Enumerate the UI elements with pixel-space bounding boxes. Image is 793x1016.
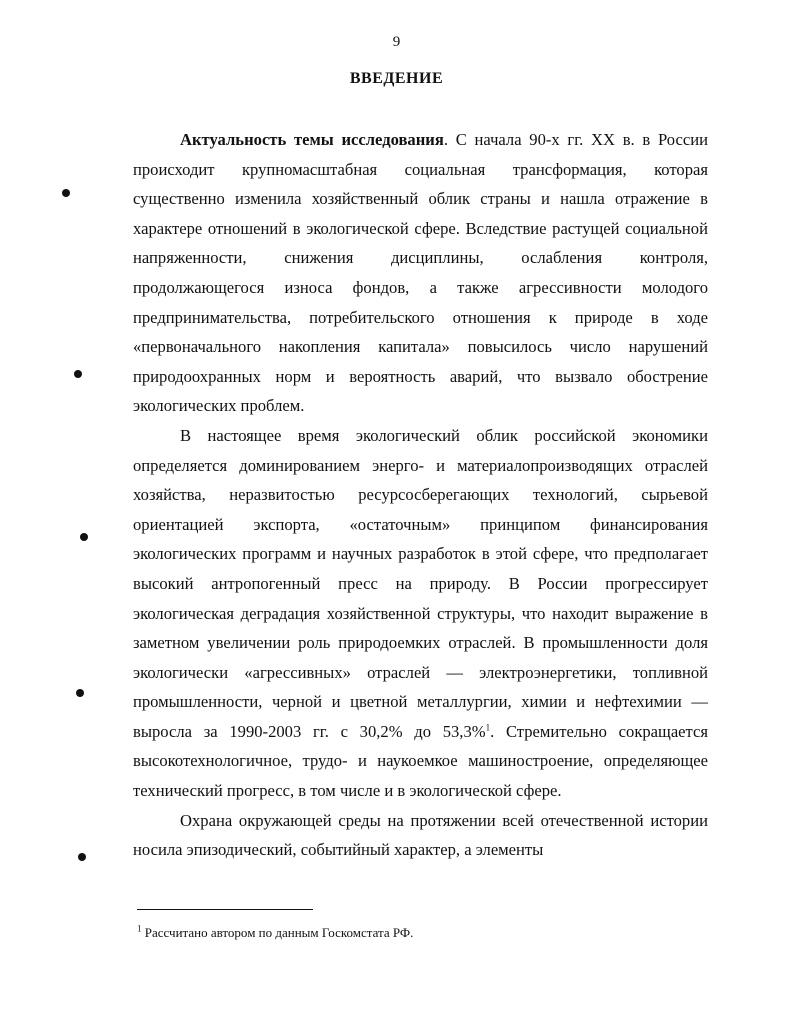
binding-hole-2 xyxy=(74,370,82,378)
paragraph-1-text: . С начала 90-х гг. XX в. в России происходит крупномасштабная социальная трансформация, которая существенно изменила хозяйственный облик страны и нашла отражение в характере отношений в экологической сфере. Вследствие растущей социальной напряженности, снижения дисциплины, ослабления контроля, продолжающегося износа фондов, а также агрессивности молодого предпринимательства, потребительского отношения к природе в ходе «первоначального накопления капитала» повысилось число нарушений природоохранных норм и вероятность аварий, что вызвало обострение экологических проблем. xyxy=(133,130,708,416)
paragraph-1-lead: Актуальность темы исследования xyxy=(180,130,444,149)
page-heading: ВВЕДЕНИЕ xyxy=(349,70,444,87)
footnote xyxy=(137,925,413,941)
paragraph-2-text: В настоящее время экологический облик российской экономики определяется доминированием энерго- и материалопроизводящих отраслей хозяйства, неразвитостью ресурсосберегающих технологий, сырьевой ориентацией экспорта, «остаточным» принципом финансирования экологических программ и научных разработок в этой сфере, что предполагает высокий антропогенный пресс на природу. В России прогрессирует экологическая деградация хозяйственной структуры, что находит выражение в заметном увеличении роль природоемких отраслей. В промышленности доля экологически «агрессивных» отраслей — электроэнергетики, топливной промышленности, черной и цветной металлургии, химии и нефтехимии — выросла за 1990-2003 гг. с 30,2% до 53,3% xyxy=(133,425,708,741)
binding-hole-1 xyxy=(62,189,70,197)
footnote-mark: 1 xyxy=(137,923,142,934)
paragraph-3 xyxy=(133,806,708,865)
binding-hole-3 xyxy=(80,533,88,541)
paragraph-1 xyxy=(133,125,708,421)
footnote-text: Рассчитано автором по данным Госкомстата РФ. xyxy=(141,925,414,940)
paragraph-2-tail: . Стремительно сокращается высокотехнологичное, трудо- и наукоемкое машиностроение, определяющее технический прогресс, в том числе и в экологической сфере. xyxy=(133,721,708,801)
paragraph-2 xyxy=(133,421,708,806)
body-text xyxy=(133,125,708,865)
page-number: 9 xyxy=(392,34,401,50)
binding-hole-5 xyxy=(78,853,86,861)
footnote-reference: 1 xyxy=(485,722,491,733)
paragraph-3-text: Охрана окружающей среды на протяжении всей отечественной истории носила эпизодический, событийный характер, а элементы xyxy=(133,810,708,860)
footnote-divider xyxy=(137,909,313,910)
binding-hole-4 xyxy=(76,689,84,697)
